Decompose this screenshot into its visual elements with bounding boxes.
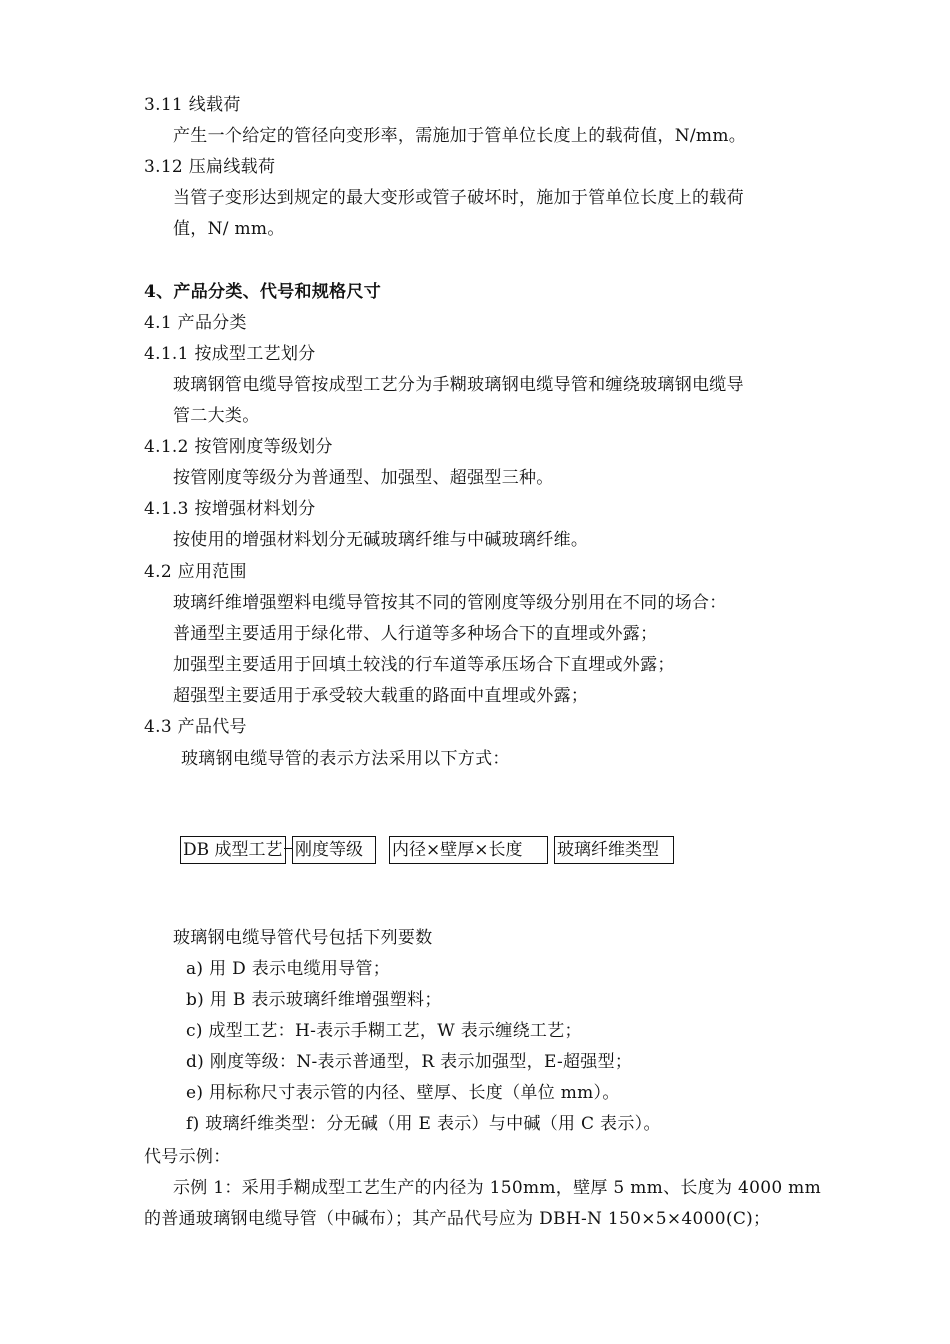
code-elements-intro: 玻璃钢电缆导管代号包括下列要数 <box>173 928 433 948</box>
code-dash-separator <box>284 848 292 849</box>
example-heading: 代号示例： <box>144 1147 231 1167</box>
section-4-2-line4: 超强型主要适用于承受较大载重的路面中直埋或外露； <box>173 686 589 706</box>
section-4-1-heading: 4.1 产品分类 <box>144 313 247 333</box>
section-4-1-3-line1: 按使用的增强材料划分无碱玻璃纤维与中碱玻璃纤维。 <box>173 530 589 550</box>
example-1-line2: 的普通玻璃钢电缆导管（中碱布）；其产品代号应为 DBH-N 150×5×4000(C)； <box>144 1209 771 1229</box>
section-3-12-heading: 3.12 压扁线载荷 <box>144 157 276 177</box>
example-1-line1: 示例 1：采用手糊成型工艺生产的内径为 150mm，壁厚 5 mm、长度为 4000 mm <box>173 1178 821 1198</box>
section-4-2-line1: 玻璃纤维增强塑料电缆导管按其不同的管刚度等级分别用在不同的场合： <box>173 593 727 613</box>
section-4-1-1-heading: 4.1.1 按成型工艺划分 <box>144 344 316 364</box>
code-element-c: c) 成型工艺：H-表示手糊工艺，W 表示缠绕工艺； <box>186 1021 582 1041</box>
section-4-3-intro: 玻璃钢电缆导管的表示方法采用以下方式： <box>181 749 510 769</box>
code-element-a: a) 用 D 表示电缆用导管； <box>186 959 391 979</box>
section-4-2-line2: 普通型主要适用于绿化带、人行道等多种场合下的直埋或外露； <box>173 624 658 644</box>
section-4-1-3-heading: 4.1.3 按增强材料划分 <box>144 499 316 519</box>
code-element-b: b) 用 B 表示玻璃纤维增强塑料； <box>186 990 442 1010</box>
code-box-fiber-type: 玻璃纤维类型 <box>554 836 674 864</box>
section-3-11-heading: 3.11 线载荷 <box>144 95 241 115</box>
section-4-heading: 4、产品分类、代号和规格尺寸 <box>144 282 382 302</box>
section-4-1-2-line1: 按管刚度等级分为普通型、加强型、超强型三种。 <box>173 468 554 488</box>
code-element-f: f) 玻璃纤维类型：分无碱（用 E 表示）与中碱（用 C 表示）。 <box>186 1114 661 1134</box>
section-4-2-heading: 4.2 应用范围 <box>144 562 247 582</box>
section-3-12-body-line1: 当管子变形达到规定的最大变形或管子破坏时，施加于管单位长度上的载荷 <box>173 188 744 208</box>
code-box-dimensions: 内径×壁厚×长度 <box>389 836 548 864</box>
section-4-2-line3: 加强型主要适用于回填土较浅的行车道等承压场合下直埋或外露； <box>173 655 675 675</box>
section-3-11-body: 产生一个给定的管径向变形率，需施加于管单位长度上的载荷值，N/mm。 <box>173 126 747 146</box>
code-box-forming-process: DB 成型工艺 <box>180 836 286 864</box>
section-4-1-2-heading: 4.1.2 按管刚度等级划分 <box>144 437 333 457</box>
code-element-e: e) 用标称尺寸表示管的内径、壁厚、长度（单位 mm）。 <box>186 1083 620 1103</box>
section-4-1-1-line1: 玻璃钢管电缆导管按成型工艺分为手糊玻璃钢电缆导管和缠绕玻璃钢电缆导 <box>173 375 744 395</box>
section-4-3-heading: 4.3 产品代号 <box>144 717 247 737</box>
section-3-12-body-line2: 值，N/ mm。 <box>173 219 285 239</box>
code-box-stiffness-grade: 刚度等级 <box>292 836 376 864</box>
code-element-d: d) 刚度等级：N-表示普通型，R 表示加强型，E-超强型； <box>186 1052 633 1072</box>
section-4-1-1-line2: 管二大类。 <box>173 406 260 426</box>
